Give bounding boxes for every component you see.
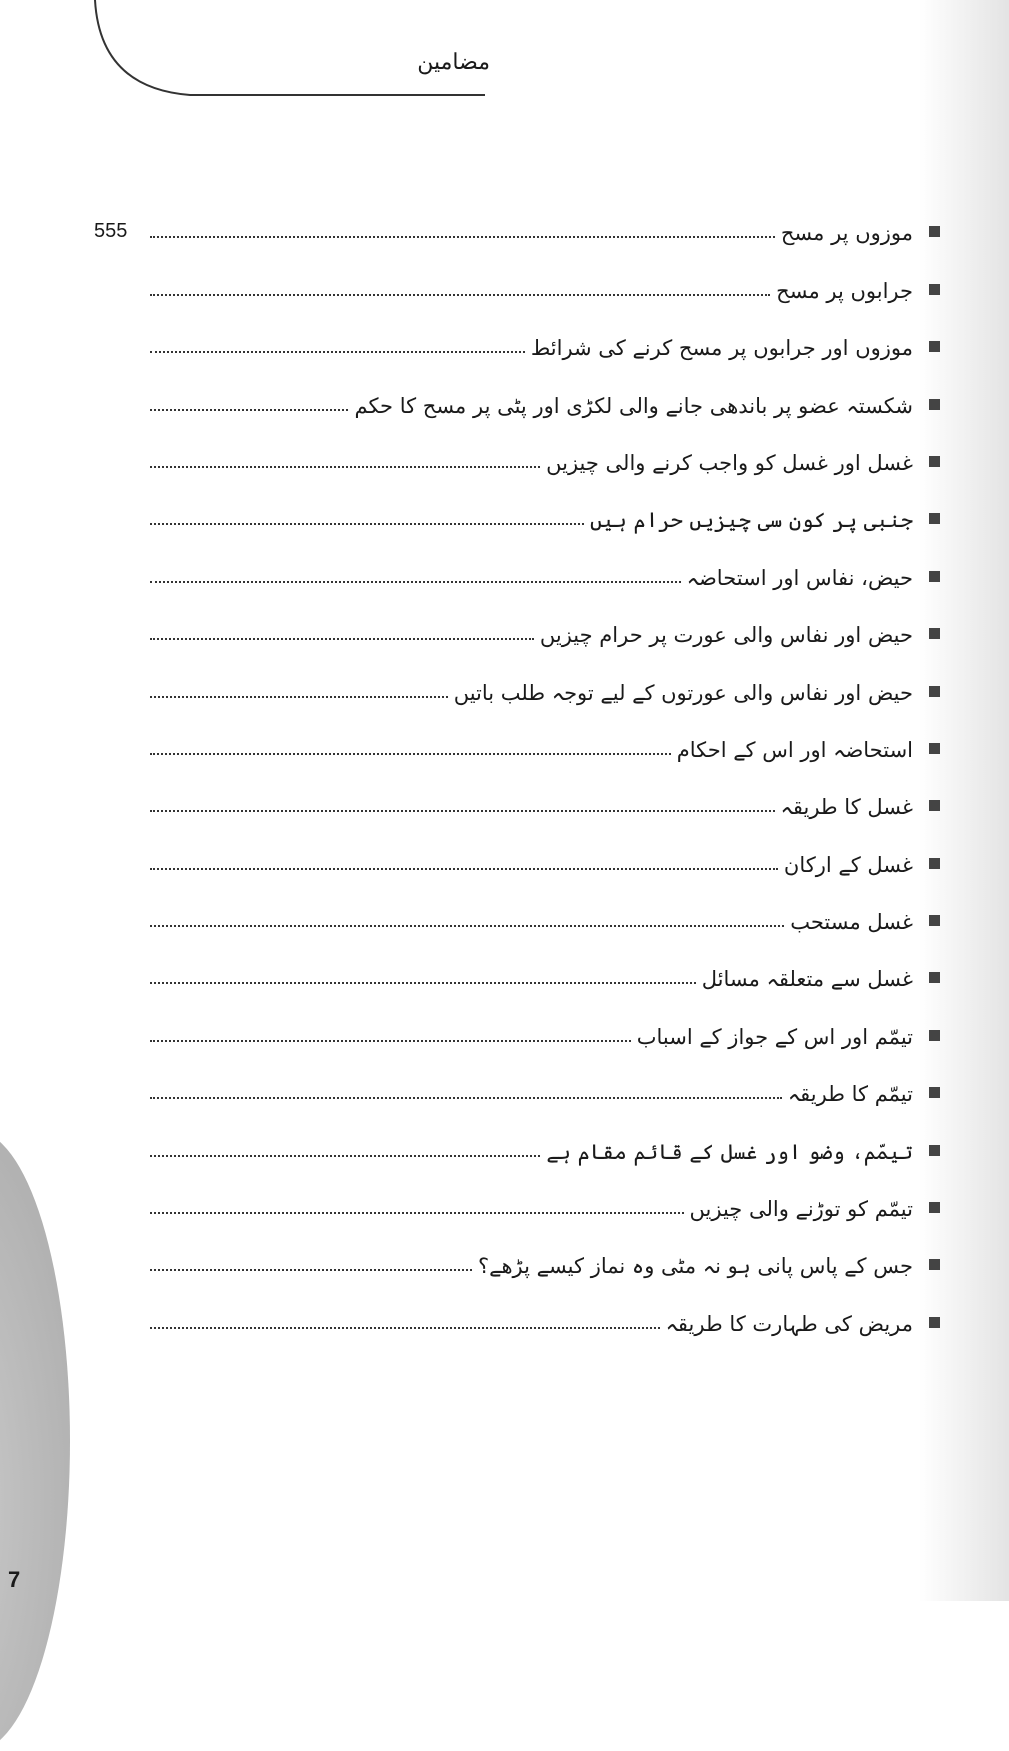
square-bullet-icon bbox=[929, 1145, 940, 1156]
dot-leader bbox=[150, 1097, 782, 1099]
dot-leader bbox=[150, 925, 784, 927]
toc-entry-title: شکستہ عضو پر باندھی جانے والی لکڑی اور پٹی پر مسح کا حکم bbox=[354, 393, 913, 418]
toc-entry bbox=[150, 1288, 940, 1345]
toc-entry-title: موزوں اور جرابوں پر مسح کرنے کی شرائط bbox=[530, 336, 913, 361]
square-bullet-icon bbox=[929, 1259, 940, 1270]
toc-entry bbox=[150, 542, 940, 599]
toc-entry bbox=[150, 1231, 940, 1288]
toc-entry bbox=[150, 1116, 940, 1173]
square-bullet-icon bbox=[929, 571, 940, 582]
dot-leader bbox=[150, 753, 671, 755]
square-bullet-icon bbox=[929, 800, 940, 811]
toc-entry bbox=[150, 657, 940, 714]
square-bullet-icon bbox=[929, 915, 940, 926]
square-bullet-icon bbox=[929, 513, 940, 524]
toc-entry bbox=[150, 887, 940, 944]
square-bullet-icon bbox=[929, 743, 940, 754]
dot-leader bbox=[150, 696, 448, 698]
toc-entry-title: جس کے پاس پانی ہو نہ مٹی وہ نماز کیسے پڑھے؟ bbox=[478, 1254, 913, 1279]
toc-entry-title: تیمّم اور اس کے جواز کے اسباب bbox=[636, 1024, 913, 1049]
square-bullet-icon bbox=[929, 1202, 940, 1213]
dot-leader bbox=[150, 1212, 684, 1214]
toc-entry bbox=[150, 1059, 940, 1116]
toc-entry-title: غسل اور غسل کو واجب کرنے والی چیزیں bbox=[546, 450, 913, 475]
toc-entry bbox=[150, 715, 940, 772]
toc-entry bbox=[150, 313, 940, 370]
dot-leader bbox=[150, 351, 525, 353]
square-bullet-icon bbox=[929, 341, 940, 352]
toc-entry-title: تیمّم کا طریقہ bbox=[787, 1082, 913, 1107]
dot-leader bbox=[150, 523, 584, 525]
toc-entry bbox=[150, 944, 940, 1001]
toc-entry bbox=[150, 485, 940, 542]
dot-leader bbox=[150, 1327, 660, 1329]
toc-entry bbox=[150, 829, 940, 886]
square-bullet-icon bbox=[929, 1087, 940, 1098]
toc-entry-title: غسل کا طریقہ bbox=[780, 795, 913, 820]
toc-entry-title: حیض اور نفاس والی عورت پر حرام چیزیں bbox=[539, 623, 913, 648]
dot-leader bbox=[150, 638, 534, 640]
toc-entry-title: مریض کی طہارت کا طریقہ bbox=[665, 1311, 913, 1336]
toc-entry-title: حیض، نفاس اور استحاضہ bbox=[686, 565, 913, 590]
page-title: مضامین bbox=[417, 50, 490, 75]
dot-leader bbox=[150, 581, 681, 583]
toc-entry bbox=[150, 370, 940, 427]
toc-entry-title: جنبی پر کون سی چیزیں حرام ہیں bbox=[589, 508, 913, 533]
toc-entry-title: جرابوں پر مسح bbox=[776, 278, 913, 303]
dot-leader bbox=[150, 982, 696, 984]
toc-entry bbox=[150, 428, 940, 485]
dot-leader bbox=[150, 1155, 540, 1157]
toc-entry-title: غسل مستحب bbox=[790, 910, 913, 935]
toc-entry-title: غسل سے متعلقہ مسائل bbox=[701, 967, 913, 992]
toc-entry bbox=[150, 1174, 940, 1231]
square-bullet-icon bbox=[929, 226, 940, 237]
toc-entry-page: 555 bbox=[94, 220, 128, 243]
toc-entry-title: حیض اور نفاس والی عورتوں کے لیے توجہ طلب باتیں bbox=[453, 680, 913, 705]
toc-entry bbox=[150, 1001, 940, 1058]
toc-entry-title: تیمّم کو توڑنے والی چیزیں bbox=[689, 1197, 913, 1222]
toc-entry bbox=[150, 600, 940, 657]
dot-leader bbox=[150, 236, 775, 238]
dot-leader bbox=[150, 810, 775, 812]
toc-entry-title: غسل کے ارکان bbox=[783, 852, 913, 877]
square-bullet-icon bbox=[929, 399, 940, 410]
toc-entry-title: موزوں پر مسح bbox=[780, 221, 913, 246]
toc-entry bbox=[150, 772, 940, 829]
dot-leader bbox=[150, 1269, 472, 1271]
square-bullet-icon bbox=[929, 456, 940, 467]
dot-leader bbox=[150, 294, 770, 296]
toc-entry bbox=[150, 255, 940, 312]
dot-leader bbox=[150, 466, 540, 468]
square-bullet-icon bbox=[929, 1030, 940, 1041]
square-bullet-icon bbox=[929, 284, 940, 295]
table-of-contents bbox=[94, 198, 940, 1346]
square-bullet-icon bbox=[929, 1317, 940, 1328]
dot-leader bbox=[150, 1040, 631, 1042]
page-number: 7 bbox=[8, 1567, 21, 1592]
page-curl-shadow bbox=[0, 1131, 70, 1751]
toc-entry-title: تیمّم، وضو اور غسل کے قائم مقام ہے bbox=[546, 1139, 913, 1164]
square-bullet-icon bbox=[929, 628, 940, 639]
square-bullet-icon bbox=[929, 686, 940, 697]
dot-leader bbox=[150, 868, 778, 870]
toc-entry bbox=[94, 198, 940, 255]
dot-leader bbox=[150, 409, 348, 411]
header-frame bbox=[0, 0, 1009, 110]
square-bullet-icon bbox=[929, 972, 940, 983]
toc-entry-title: استحاضہ اور اس کے احکام bbox=[676, 737, 913, 762]
square-bullet-icon bbox=[929, 858, 940, 869]
